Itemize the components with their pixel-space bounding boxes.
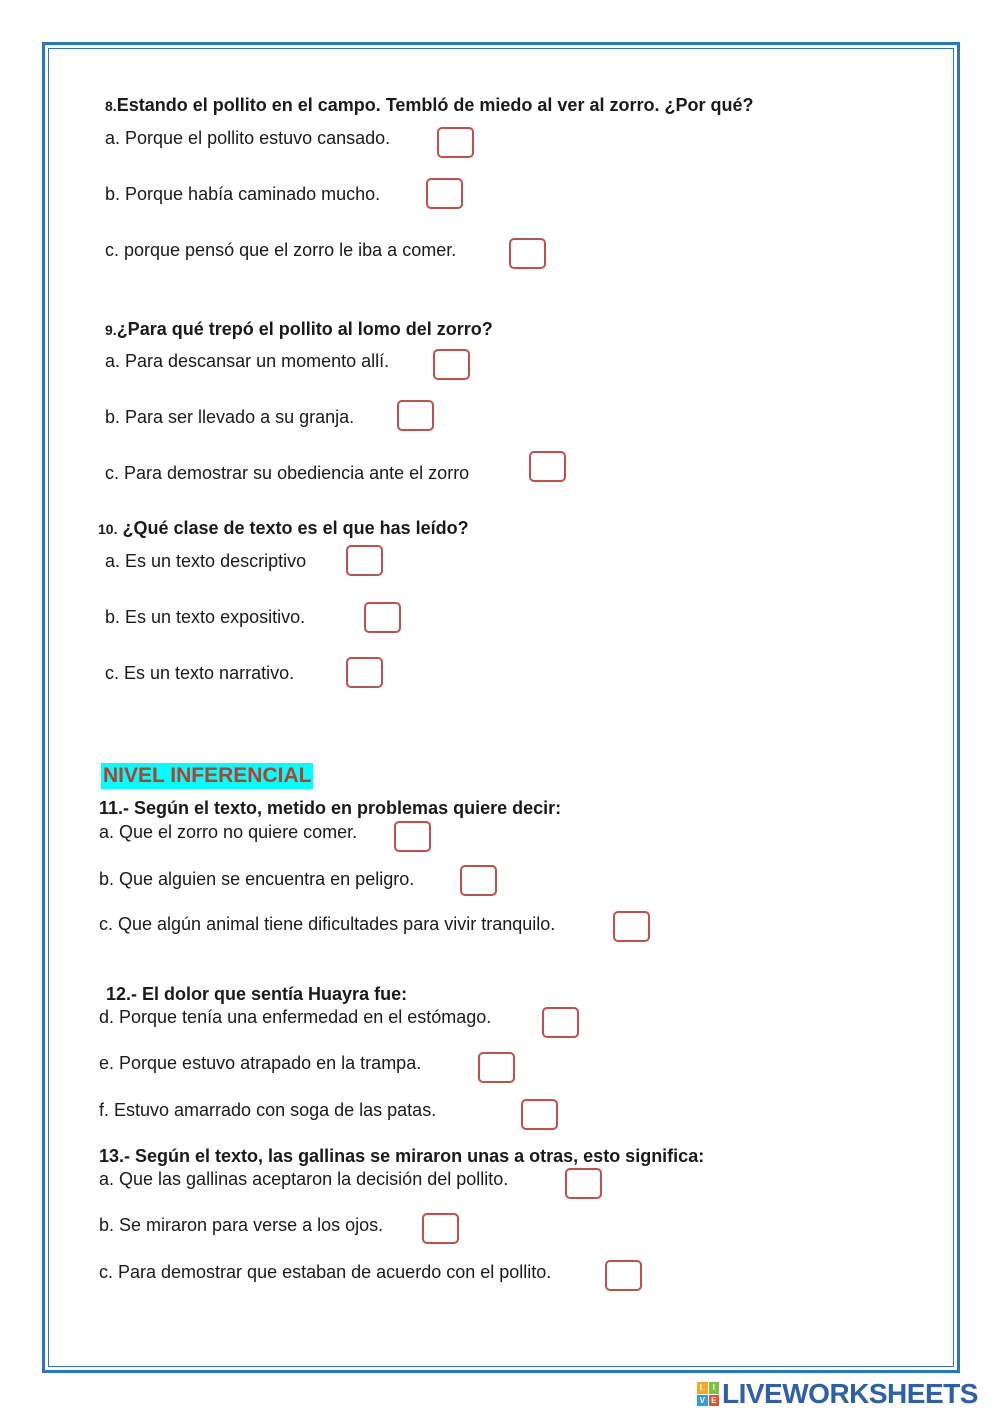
q13-checkbox-c[interactable] <box>605 1260 642 1291</box>
q10-checkbox-a[interactable] <box>346 545 383 576</box>
section-title-nivel-inferencial: NIVEL INFERENCIAL <box>103 764 312 787</box>
q9-option-b: b. Para ser llevado a su granja. <box>105 407 355 427</box>
q13-option-a: a. Que las gallinas aceptaron la decisión del pollito. <box>99 1169 509 1189</box>
q13-option-c: c. Para demostrar que estaban de acuerdo con el pollito. <box>99 1262 552 1282</box>
q11-option-b: b. Que alguien se encuentra en peligro. <box>99 869 415 889</box>
logo-icon-tile: V <box>697 1395 708 1407</box>
q8-option-a: a. Porque el pollito estuvo cansado. <box>105 128 391 148</box>
q11-option-a: a. Que el zorro no quiere comer. <box>99 822 358 842</box>
q8-checkbox-a[interactable] <box>437 127 474 158</box>
question-number: 9. <box>105 322 117 338</box>
q11-option-c: c. Que algún animal tiene dificultades para vivir tranquilo. <box>99 914 556 934</box>
question-9-title <box>105 319 493 340</box>
q11-checkbox-b[interactable] <box>460 865 497 896</box>
q8-option-c: c. porque pensó que el zorro le iba a comer. <box>105 240 457 260</box>
q12-option-e: e. Porque estuvo atrapado en la trampa. <box>99 1053 422 1073</box>
q10-checkbox-c[interactable] <box>346 657 383 688</box>
q12-option-f: f. Estuvo amarrado con soga de las patas. <box>99 1100 437 1120</box>
question-text: ¿Para qué trepó el pollito al lomo del zorro? <box>116 319 493 339</box>
q8-option-b: b. Porque había caminado mucho. <box>105 184 381 204</box>
q10-option-b: b. Es un texto expositivo. <box>105 607 306 627</box>
liveworksheets-logo[interactable] <box>697 1379 978 1409</box>
q13-option-b: b. Se miraron para verse a los ojos. <box>99 1215 384 1235</box>
logo-icon-tile: L <box>697 1382 708 1394</box>
liveworksheets-logo-icon <box>697 1382 719 1406</box>
q12-checkbox-f[interactable] <box>521 1099 558 1130</box>
liveworksheets-logo-text: LIVEWORKSHEETS <box>722 1378 978 1409</box>
q10-option-a: a. Es un texto descriptivo <box>105 551 307 571</box>
question-number: 8. <box>105 98 117 114</box>
q9-option-c: c. Para demostrar su obediencia ante el zorro <box>105 463 470 483</box>
question-text: ¿Qué clase de texto es el que has leído? <box>122 518 469 538</box>
q10-option-c: c. Es un texto narrativo. <box>105 663 295 683</box>
question-11-title: 11.- Según el texto, metido en problemas quiere decir: <box>99 798 562 818</box>
q11-checkbox-a[interactable] <box>394 821 431 852</box>
q8-checkbox-c[interactable] <box>509 238 546 269</box>
question-8-title <box>105 95 753 116</box>
q13-checkbox-a[interactable] <box>565 1168 602 1199</box>
question-number: 10. <box>98 521 118 537</box>
q13-checkbox-b[interactable] <box>422 1213 459 1244</box>
q12-checkbox-e[interactable] <box>478 1052 515 1083</box>
q9-checkbox-c[interactable] <box>529 451 566 482</box>
q9-option-a: a. Para descansar un momento allí. <box>105 351 390 371</box>
q9-checkbox-a[interactable] <box>433 349 470 380</box>
question-12-title: 12.- El dolor que sentía Huayra fue: <box>106 984 408 1004</box>
q10-checkbox-b[interactable] <box>364 602 401 633</box>
q8-checkbox-b[interactable] <box>426 178 463 209</box>
q9-checkbox-b[interactable] <box>397 400 434 431</box>
q12-checkbox-d[interactable] <box>542 1007 579 1038</box>
q12-option-d: d. Porque tenía una enfermedad en el estómago. <box>99 1007 492 1027</box>
question-13-title: 13.- Según el texto, las gallinas se miraron unas a otras, esto significa: <box>99 1146 705 1166</box>
question-text: Estando el pollito en el campo. Tembló de miedo al ver al zorro. ¿Por qué? <box>116 95 754 115</box>
q11-checkbox-c[interactable] <box>613 911 650 942</box>
logo-icon-tile: E <box>709 1395 720 1407</box>
logo-icon-tile: I <box>709 1382 720 1394</box>
question-10-title <box>98 518 469 539</box>
